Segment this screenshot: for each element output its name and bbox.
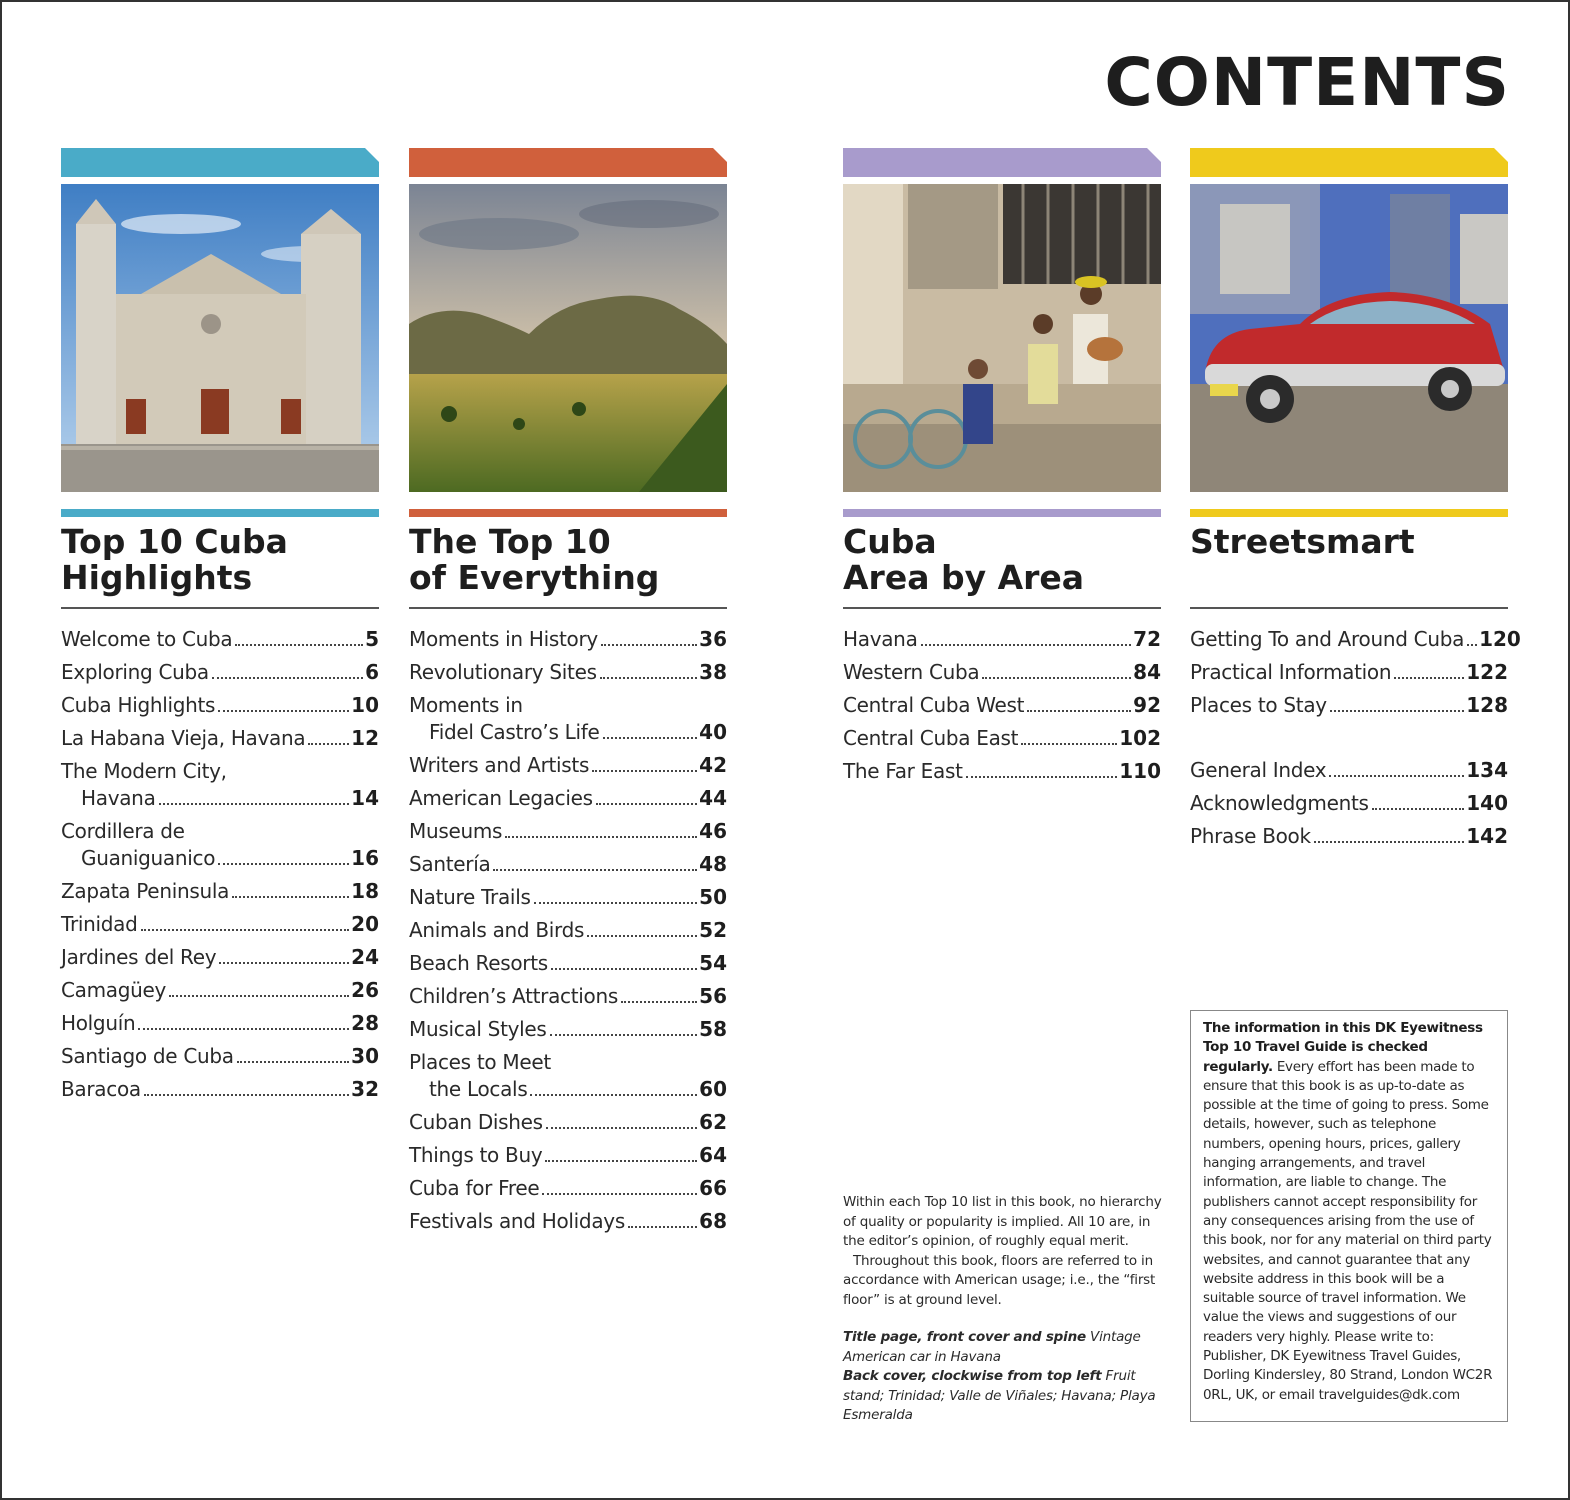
- section-color-tab: [61, 148, 379, 177]
- dot-leader: [308, 743, 349, 745]
- toc-entry-page-number: 102: [1119, 726, 1161, 750]
- dot-leader: [237, 1061, 349, 1063]
- credit-1-heading: Title page, front cover and spine: [843, 1329, 1086, 1345]
- toc-entry-label: Moments in History: [409, 627, 598, 651]
- toc-entry-page-number: 72: [1133, 627, 1161, 651]
- toc-entry-page-number: 122: [1466, 660, 1508, 684]
- dot-leader: [603, 737, 698, 739]
- toc-entry-page-number: 142: [1466, 824, 1508, 848]
- toc-entry-page-number: 14: [351, 786, 379, 810]
- toc-entry[interactable]: [61, 977, 379, 1004]
- dot-leader: [550, 1034, 698, 1036]
- dot-leader: [592, 770, 697, 772]
- toc-entry[interactable]: [409, 692, 727, 746]
- toc-entry-page-number: 16: [351, 846, 379, 870]
- toc-entry-page-number: 62: [699, 1110, 727, 1134]
- toc-entry[interactable]: [61, 758, 379, 812]
- dot-leader: [921, 644, 1132, 646]
- credit-2-heading: Back cover, clockwise from top left: [843, 1368, 1102, 1384]
- toc-entry-page-number: 5: [365, 627, 379, 651]
- dot-leader: [628, 1226, 697, 1228]
- toc-entry-label: Santería: [409, 852, 491, 876]
- toc-entry-label: Zapata Peninsula: [61, 879, 230, 903]
- toc-entry-label: Writers and Artists: [409, 753, 590, 777]
- photo-vinales-valley: [409, 184, 727, 492]
- toc-entry-label: Cuban Dishes: [409, 1110, 543, 1134]
- toc-entry-label: Phrase Book: [1190, 824, 1311, 848]
- toc-entry-label: Beach Resorts: [409, 951, 548, 975]
- dot-leader: [1330, 710, 1464, 712]
- section-area-by-area: [843, 148, 1161, 791]
- toc-entry-page-number: 58: [699, 1017, 727, 1041]
- toc-entry[interactable]: [61, 692, 379, 719]
- section-top10-highlights: [61, 148, 379, 1109]
- dot-leader: [505, 836, 697, 838]
- toc-entry[interactable]: [61, 1010, 379, 1037]
- toc-entry[interactable]: [1190, 823, 1508, 850]
- toc-entry-label: General Index: [1190, 758, 1327, 782]
- section-rule: [843, 607, 1161, 609]
- photo-vintage-car: [1190, 184, 1508, 492]
- dot-leader: [587, 935, 697, 937]
- section-title: Top 10 Cuba Highlights: [61, 522, 288, 597]
- toc-entry[interactable]: [409, 1049, 727, 1103]
- toc-entry-label: Camagüey: [61, 978, 167, 1002]
- toc-entry-page-number: 30: [351, 1044, 379, 1068]
- dot-leader: [1372, 808, 1465, 810]
- dot-leader: [530, 1094, 697, 1096]
- toc-entry-label: Fidel Castro’s Life: [429, 720, 600, 744]
- dot-leader: [218, 863, 349, 865]
- toc-entry[interactable]: [1190, 757, 1508, 784]
- toc-entry-page-number: 24: [351, 945, 379, 969]
- editorial-note: [843, 1193, 1163, 1426]
- toc-entry-page-number: 26: [351, 978, 379, 1002]
- dot-leader: [966, 776, 1118, 778]
- toc-list: [409, 626, 727, 1235]
- credit-2-text: Fruit stand; Trinidad; Valle de Viñales; Havana; Playa Esmeralda: [843, 1368, 1156, 1423]
- toc-entry[interactable]: [409, 1109, 727, 1136]
- note-paragraph-1: Within each Top 10 list in this book, no hierarchy of quality or popularity is implied. All 10 are, in the editor’s opinion, of roughly equal merit.: [843, 1194, 1162, 1249]
- toc-entry-label: Baracoa: [61, 1077, 141, 1101]
- info-box-heading: The information in this DK Eyewitness Top 10 Travel Guide is checked regularly.: [1203, 1020, 1483, 1075]
- dot-leader: [534, 902, 698, 904]
- toc-entry-label: Animals and Birds: [409, 918, 585, 942]
- toc-entry-label-line1: Moments in: [409, 693, 523, 717]
- section-rule: [409, 607, 727, 609]
- toc-entry-page-number: 44: [699, 786, 727, 810]
- toc-entry[interactable]: [409, 950, 727, 977]
- dot-leader: [219, 962, 349, 964]
- cover-credits: [843, 1328, 1163, 1426]
- toc-entry-label: Children’s Attractions: [409, 984, 618, 1008]
- toc-entry[interactable]: [1190, 790, 1508, 817]
- dot-leader: [141, 929, 350, 931]
- toc-entry-page-number: 38: [699, 660, 727, 684]
- toc-list: [61, 626, 379, 1103]
- dot-leader: [212, 677, 363, 679]
- dot-leader: [1329, 775, 1464, 777]
- toc-entry[interactable]: [1190, 692, 1508, 719]
- section-title: The Top 10 of Everything: [409, 522, 660, 597]
- dot-leader: [1467, 644, 1477, 646]
- toc-entry[interactable]: [409, 851, 727, 878]
- toc-entry[interactable]: [61, 944, 379, 971]
- toc-entry-label: Trinidad: [61, 912, 138, 936]
- dot-leader: [169, 995, 349, 997]
- dot-leader: [551, 968, 697, 970]
- toc-entry-label: Acknowledgments: [1190, 791, 1369, 815]
- toc-entry[interactable]: [843, 626, 1161, 653]
- toc-entry[interactable]: [409, 1175, 727, 1202]
- dot-leader: [144, 1094, 349, 1096]
- dot-leader: [1394, 677, 1464, 679]
- toc-entry-page-number: 40: [699, 720, 727, 744]
- toc-entry-label-line1: Places to Meet: [409, 1050, 551, 1074]
- toc-entry-page-number: 128: [1466, 693, 1508, 717]
- toc-list: [843, 626, 1161, 785]
- toc-entry-label: Central Cuba West: [843, 693, 1025, 717]
- section-color-tab: [843, 148, 1161, 177]
- toc-entry[interactable]: [409, 785, 727, 812]
- toc-entry-page-number: 120: [1479, 627, 1521, 651]
- section-color-tab: [409, 148, 727, 177]
- section-rule: [61, 607, 379, 609]
- toc-entry[interactable]: [61, 659, 379, 686]
- note-paragraph-2: Throughout this book, floors are referred to in accordance with American usage; i.e., the “first floor” is at ground level.: [843, 1252, 1156, 1308]
- toc-entry[interactable]: [409, 818, 727, 845]
- toc-entry-page-number: 32: [351, 1077, 379, 1101]
- toc-entry-page-number: 64: [699, 1143, 727, 1167]
- toc-entry-label: Holguín: [61, 1011, 136, 1035]
- dot-leader: [621, 1001, 697, 1003]
- toc-entry[interactable]: [409, 884, 727, 911]
- toc-entry-page-number: 66: [699, 1176, 727, 1200]
- toc-entry-page-number: 56: [699, 984, 727, 1008]
- toc-entry-label: Getting To and Around Cuba: [1190, 627, 1465, 651]
- section-color-tab: [1190, 148, 1508, 177]
- toc-entry[interactable]: [61, 725, 379, 752]
- toc-entry-label: Havana: [843, 627, 918, 651]
- toc-entry-label: Places to Stay: [1190, 693, 1327, 717]
- toc-entry-page-number: 48: [699, 852, 727, 876]
- section-title: Streetsmart: [1190, 522, 1415, 561]
- dot-leader: [542, 1193, 697, 1195]
- dot-leader: [1027, 710, 1131, 712]
- toc-entry-page-number: 68: [699, 1209, 727, 1233]
- page-title: CONTENTS: [1104, 44, 1510, 121]
- dot-leader: [493, 869, 697, 871]
- toc-entry[interactable]: [409, 659, 727, 686]
- toc-entry-page-number: 60: [699, 1077, 727, 1101]
- toc-entry[interactable]: [409, 1016, 727, 1043]
- toc-entry-page-number: 12: [351, 726, 379, 750]
- dot-leader: [235, 644, 363, 646]
- dot-leader: [601, 644, 697, 646]
- section-title: Cuba Area by Area: [843, 522, 1085, 597]
- toc-entry[interactable]: [409, 752, 727, 779]
- toc-entry-page-number: 50: [699, 885, 727, 909]
- toc-entry-label: Cuba for Free: [409, 1176, 540, 1200]
- toc-entry-page-number: 134: [1466, 758, 1508, 782]
- dot-leader: [232, 896, 349, 898]
- toc-entry-page-number: 10: [351, 693, 379, 717]
- toc-entry[interactable]: [409, 1142, 727, 1169]
- toc-entry[interactable]: [1190, 659, 1508, 686]
- toc-entry-label: American Legacies: [409, 786, 593, 810]
- toc-entry-page-number: 28: [351, 1011, 379, 1035]
- toc-entry-label: Revolutionary Sites: [409, 660, 597, 684]
- dot-leader: [545, 1160, 697, 1162]
- toc-entry-label: Welcome to Cuba: [61, 627, 233, 651]
- toc-entry-page-number: 110: [1119, 759, 1161, 783]
- toc-entry-page-number: 36: [699, 627, 727, 651]
- toc-entry-label: Cuba Highlights: [61, 693, 216, 717]
- toc-list: [1190, 626, 1521, 850]
- toc-entry-label: the Locals: [429, 1077, 528, 1101]
- toc-entry[interactable]: [843, 758, 1161, 785]
- toc-entry-page-number: 20: [351, 912, 379, 936]
- toc-entry[interactable]: [409, 1208, 727, 1235]
- toc-entry-page-number: 52: [699, 918, 727, 942]
- dot-leader: [1314, 841, 1464, 843]
- toc-entry-page-number: 92: [1133, 693, 1161, 717]
- info-box-text: Every effort has been made to ensure that this book is as up-to-date as possible at the time of going to press. Some details, however, such as telephone numbers, opening hours, prices, gallery hanging arrangements, and travel information, are liable to change. The publishers cannot accept responsibility for any consequences arising from the use of this book, nor for any material on third party websites, and cannot guarantee that any website address in this book will be a suitable source of travel information. We value the views and suggestions of our readers very highly. Please write to: Publisher, DK Eyewitness Travel Guides, Dorling Kindersley, 80 Strand, London WC2R 0RL, UK, or email travelguides@dk.com: [1203, 1058, 1493, 1403]
- toc-entry[interactable]: [61, 1043, 379, 1070]
- toc-entry-label: Western Cuba: [843, 660, 980, 684]
- dot-leader: [1021, 743, 1117, 745]
- toc-entry-page-number: 54: [699, 951, 727, 975]
- dot-leader: [600, 677, 697, 679]
- toc-entry-page-number: 18: [351, 879, 379, 903]
- toc-entry-label: Havana: [81, 786, 156, 810]
- photo-trinidad-musicians: [843, 184, 1161, 492]
- toc-entry[interactable]: [843, 692, 1161, 719]
- credit-1-text: Vintage American car in Havana: [843, 1329, 1141, 1365]
- section-color-bar: [843, 509, 1161, 517]
- info-box: [1190, 1010, 1508, 1422]
- toc-entry-label: Nature Trails: [409, 885, 531, 909]
- toc-entry-label: Practical Information: [1190, 660, 1392, 684]
- toc-entry[interactable]: [409, 917, 727, 944]
- toc-entry[interactable]: [61, 1076, 379, 1103]
- dot-leader: [138, 1028, 349, 1030]
- toc-entry-label: Guaniguanico: [81, 846, 216, 870]
- toc-entry[interactable]: [61, 878, 379, 905]
- section-color-bar: [409, 509, 727, 517]
- toc-entry-label: The Far East: [843, 759, 963, 783]
- toc-entry-label-line1: Cordillera de: [61, 819, 185, 843]
- toc-entry-label: Jardines del Rey: [61, 945, 217, 969]
- toc-entry-label: Musical Styles: [409, 1017, 547, 1041]
- dot-leader: [596, 803, 697, 805]
- toc-entry-label: Central Cuba East: [843, 726, 1019, 750]
- toc-entry-page-number: 46: [699, 819, 727, 843]
- toc-entry-label: Santiago de Cuba: [61, 1044, 234, 1068]
- section-rule: [1190, 607, 1508, 609]
- section-streetsmart: [1190, 148, 1521, 856]
- toc-entry[interactable]: [61, 626, 379, 653]
- toc-entry-page-number: 140: [1466, 791, 1508, 815]
- section-color-bar: [61, 509, 379, 517]
- toc-entry-label: Exploring Cuba: [61, 660, 209, 684]
- toc-entry-label-line1: The Modern City,: [61, 759, 227, 783]
- toc-entry[interactable]: [843, 659, 1161, 686]
- toc-entry-page-number: 42: [699, 753, 727, 777]
- photo-havana-cathedral: [61, 184, 379, 492]
- toc-entry-page-number: 6: [365, 660, 379, 684]
- dot-leader: [218, 710, 349, 712]
- section-top10-everything: [409, 148, 727, 1241]
- toc-entry-label: Museums: [409, 819, 503, 843]
- toc-entry[interactable]: [61, 911, 379, 938]
- toc-entry[interactable]: [843, 725, 1161, 752]
- dot-leader: [159, 803, 350, 805]
- toc-entry[interactable]: [409, 626, 727, 653]
- toc-entry-label: La Habana Vieja, Havana: [61, 726, 306, 750]
- toc-entry-page-number: 84: [1133, 660, 1161, 684]
- toc-entry[interactable]: [61, 818, 379, 872]
- toc-entry[interactable]: [1190, 626, 1521, 653]
- section-color-bar: [1190, 509, 1508, 517]
- toc-entry-label: Things to Buy: [409, 1143, 543, 1167]
- dot-leader: [982, 677, 1131, 679]
- dot-leader: [546, 1127, 697, 1129]
- toc-entry-label: Festivals and Holidays: [409, 1209, 625, 1233]
- toc-entry[interactable]: [409, 983, 727, 1010]
